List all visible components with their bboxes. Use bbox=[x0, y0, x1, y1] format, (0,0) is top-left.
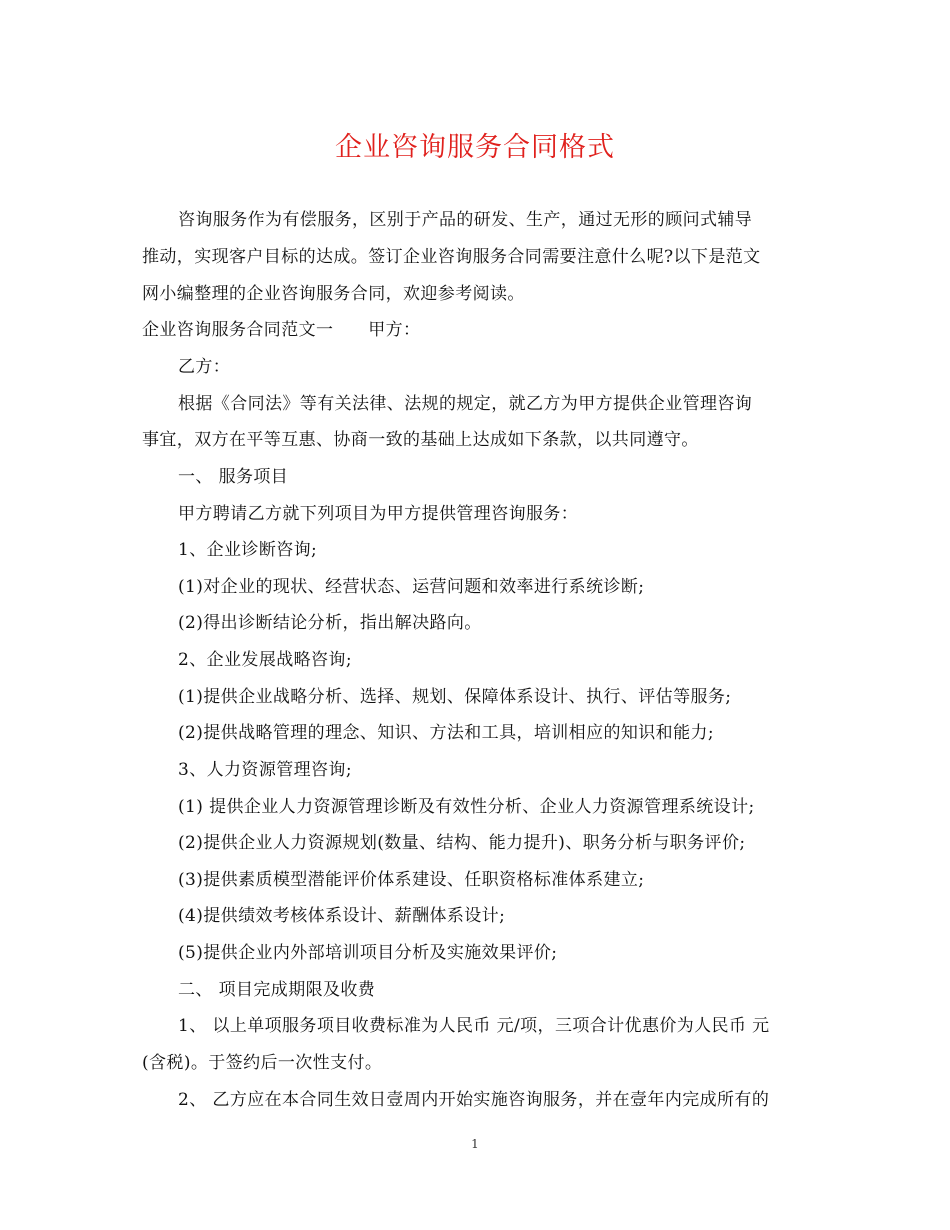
basis-line-2: 事宜，双方在平等互惠、协商一致的基础上达成如下条款，以共同遵守。 bbox=[142, 430, 699, 450]
intro-line-1: 咨询服务作为有偿服务，区别于产品的研发、生产，通过无形的顾问式辅导 bbox=[178, 210, 753, 230]
item-3-sub-1: (1) 提供企业人力资源管理诊断及有效性分析、企业人力资源管理系统设计; bbox=[178, 797, 755, 817]
item-3-sub-2: (2)提供企业人力资源规划(数量、结构、能力提升)、职务分析与职务评价; bbox=[178, 833, 746, 853]
item-1-sub-2: (2)得出诊断结论分析，指出解决路向。 bbox=[178, 613, 482, 633]
basis-line-1: 根据《合同法》等有关法律、法规的规定，就乙方为甲方提供企业管理咨询 bbox=[178, 394, 753, 414]
item-2-sub-1: (1)提供企业战略分析、选择、规划、保障体系设计、执行、评估等服务; bbox=[178, 687, 732, 707]
intro-line-3: 网小编整理的企业咨询服务合同，欢迎参考阅读。 bbox=[142, 284, 525, 304]
item-3-sub-5: (5)提供企业内外部培训项目分析及实施效果评价; bbox=[178, 943, 558, 963]
fee-clause-2-line-1: 2、 乙方应在本合同生效日壹周内开始实施咨询服务，并在壹年内完成所有的 bbox=[178, 1090, 770, 1110]
item-2-sub-2: (2)提供战略管理的理念、知识、方法和工具，培训相应的知识和能力; bbox=[178, 723, 715, 743]
party-b-line: 乙方： bbox=[178, 357, 231, 377]
fee-clause-1-line-1: 1、 以上单项服务项目收费标准为人民币 元/项，三项合计优惠价为人民币 元 bbox=[178, 1016, 770, 1036]
section-heading-term-fees: 二、 项目完成期限及收费 bbox=[178, 980, 376, 1000]
item-1-sub-1: (1)对企业的现状、经营状态、运营问题和效率进行系统诊断; bbox=[178, 577, 645, 597]
services-intro: 甲方聘请乙方就下列项目为甲方提供管理咨询服务： bbox=[178, 504, 579, 524]
section-heading-services: 一、 服务项目 bbox=[178, 467, 289, 487]
item-2-heading: 2、企业发展战略咨询; bbox=[178, 650, 352, 670]
document-title: 企业咨询服务合同格式 bbox=[335, 132, 615, 163]
intro-line-2: 推动，实现客户目标的达成。签订企业咨询服务合同需要注意什么呢?以下是范文 bbox=[142, 247, 761, 267]
item-3-heading: 3、人力资源管理咨询; bbox=[178, 760, 352, 780]
page-number: 1 bbox=[471, 1137, 479, 1151]
item-3-sub-3: (3)提供素质模型潜能评价体系建设、任职资格标准体系建立; bbox=[178, 870, 645, 890]
sample-heading-party-a: 企业咨询服务合同范文一 甲方： bbox=[142, 320, 421, 340]
fee-clause-1-line-2: (含税)。于签约后一次性支付。 bbox=[142, 1053, 383, 1073]
item-1-heading: 1、企业诊断咨询; bbox=[178, 540, 318, 560]
item-3-sub-4: (4)提供绩效考核体系设计、薪酬体系设计; bbox=[178, 906, 506, 926]
